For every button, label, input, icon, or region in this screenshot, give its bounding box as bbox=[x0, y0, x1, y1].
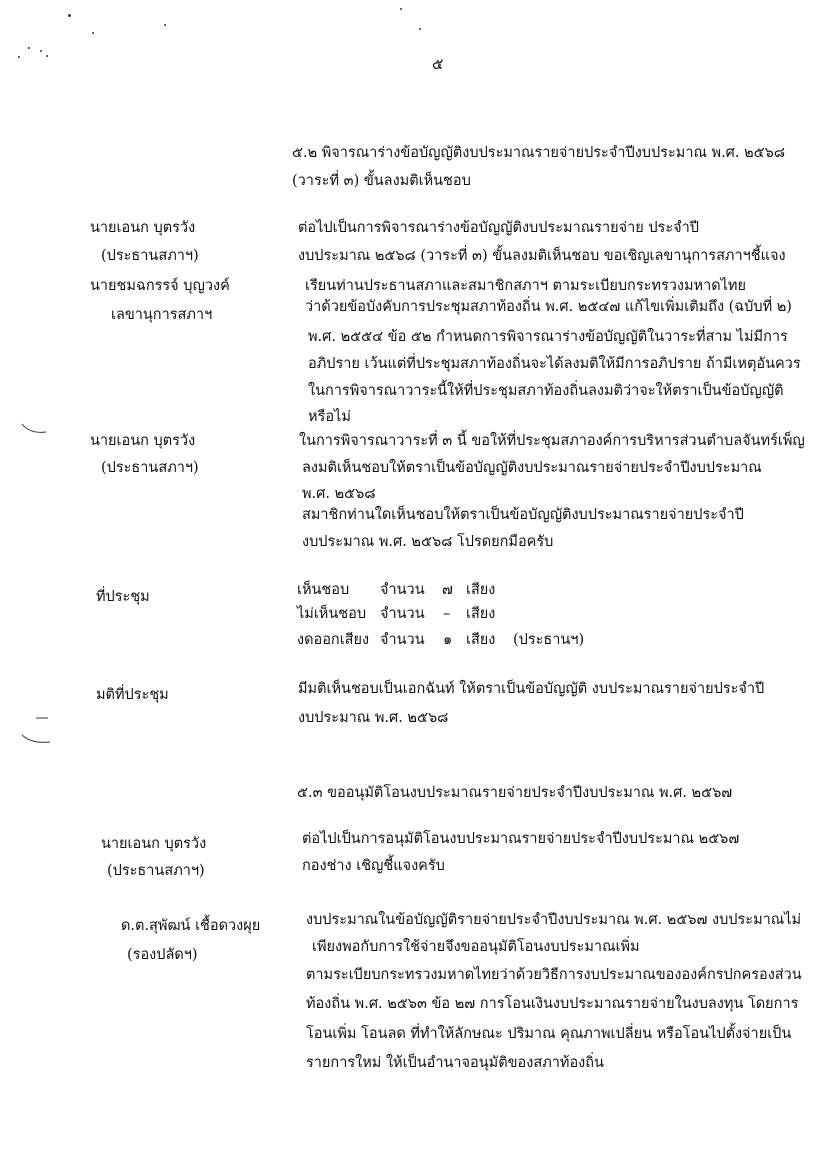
scan-speck bbox=[68, 14, 71, 17]
scan-speck bbox=[400, 8, 402, 10]
speaker-role: (ประธานสภาฯ) bbox=[101, 248, 199, 264]
statement-line: ในการพิจารณาวาระนี้ให้ที่ประชุมสภาท้องถิ่นลงมติว่าจะให้ตราเป็นข้อบัญญัติ bbox=[308, 383, 784, 399]
scan-speck bbox=[164, 24, 166, 26]
statement-line: ท้องถิ่น พ.ศ. ๒๕๖๓ ข้อ ๒๗ การโอนเงินงบประมาณรายจ่ายในงบลงทุน โดยการ bbox=[306, 996, 799, 1012]
vote-note: (ประธานฯ) bbox=[513, 632, 585, 648]
speaker-name: นายเอนก บุตรวัง bbox=[101, 836, 207, 852]
speaker-name: นายเอนก บุตรวัง bbox=[90, 433, 196, 449]
vote-amount-label: จำนวน bbox=[380, 632, 425, 648]
section-53-title: ๕.๓ ขออนุมัติโอนงบประมาณรายจ่ายประจำปีงบประมาณ พ.ศ. ๒๕๖๗ bbox=[297, 785, 733, 801]
vote-count: ๗ bbox=[442, 582, 453, 598]
scan-mark bbox=[34, 714, 50, 722]
page-number: ๕ bbox=[432, 55, 444, 73]
speaker-role: (ประธานสภาฯ) bbox=[101, 460, 199, 476]
statement-line: สมาชิกท่านใดเห็นชอบให้ตราเป็นข้อบัญญัติงบประมาณรายจ่ายประจำปี bbox=[302, 507, 744, 523]
speaker-role: (รองปลัดฯ) bbox=[127, 947, 198, 963]
vote-amount-label: จำนวน bbox=[380, 606, 425, 622]
section-52-title: ๕.๒ พิจารณาร่างข้อบัญญัติงบประมาณรายจ่ายประจำปีงบประมาณ พ.ศ. ๒๕๖๘ bbox=[292, 145, 786, 161]
statement-line: งบประมาณในข้อบัญญัติรายจ่ายประจำปีงบประมาณ พ.ศ. ๒๕๖๗ งบประมาณไม่ bbox=[306, 912, 802, 928]
speaker-name: นายเอนก บุตรวัง bbox=[90, 220, 196, 236]
scan-speck bbox=[28, 47, 30, 49]
statement-line: พ.ศ. ๒๕๕๔ ข้อ ๕๒ กำหนดการพิจารณาร่างข้อบัญญัติในวาระที่สาม ไม่มีการ bbox=[308, 329, 788, 345]
resolution-line: งบประมาณ พ.ศ. ๒๕๖๘ bbox=[298, 710, 449, 726]
vote-unit: เสียง bbox=[466, 582, 496, 598]
statement-line: เพียงพอกับการใช้จ่ายจึงขออนุมัติโอนงบประมาณเพิ่ม bbox=[312, 939, 640, 955]
statement-line: ต่อไปเป็นการอนุมัติโอนงบประมาณรายจ่ายประจำปีงบประมาณ ๒๕๖๗ bbox=[302, 831, 740, 847]
statement-line: โอนเพิ่ม โอนลด ที่ทำให้ลักษณะ ปริมาณ คุณภาพเปลี่ยน หรือโอนไปตั้งจ่ายเป็น bbox=[306, 1026, 792, 1042]
vote-option: งดออกเสียง bbox=[297, 632, 370, 648]
statement-line: พ.ศ. ๒๕๖๘ bbox=[302, 486, 376, 502]
vote-count: – bbox=[443, 606, 451, 622]
statement-line: ตามระเบียบกระทรวงมหาดไทยว่าด้วยวิธีการงบประมาณขององค์กรปกครองส่วน bbox=[306, 967, 802, 983]
statement-line: ลงมติเห็นชอบให้ตราเป็นข้อบัญญัติงบประมาณรายจ่ายประจำปีงบประมาณ bbox=[302, 460, 762, 476]
scan-mark bbox=[20, 420, 48, 438]
resolution-line: มีมติเห็นชอบเป็นเอกฉันท์ ให้ตราเป็นข้อบัญญัติ งบประมาณรายจ่ายประจำปี bbox=[298, 681, 765, 697]
scan-mark bbox=[20, 732, 52, 748]
vote-option: เห็นชอบ bbox=[297, 582, 350, 598]
statement-line: เรียนท่านประธานสภาและสมาชิกสภาฯ ตามระเบียบกระทรวงมหาดไทย bbox=[305, 278, 746, 294]
vote-count: ๑ bbox=[443, 632, 453, 648]
statement-line: งบประมาณ พ.ศ. ๒๕๖๘ โปรดยกมือครับ bbox=[302, 534, 554, 550]
section-52-subtitle: (วาระที่ ๓) ขั้นลงมติเห็นชอบ bbox=[292, 173, 471, 189]
vote-unit: เสียง bbox=[466, 606, 496, 622]
speaker-role: เลขานุการสภาฯ bbox=[111, 307, 213, 323]
vote-unit: เสียง bbox=[466, 632, 496, 648]
speaker-role: (ประธานสภาฯ) bbox=[107, 863, 205, 879]
scan-speck bbox=[46, 55, 48, 57]
statement-line: งบประมาณ ๒๕๖๘ (วาระที่ ๓) ขั้นลงมติเห็นชอบ ขอเชิญเลขานุการสภาฯชี้แจง bbox=[298, 248, 786, 264]
statement-line: กองช่าง เชิญชี้แจงครับ bbox=[302, 858, 445, 874]
speaker-name: ด.ต.สุพัฒน์ เชื้อดวงผุย bbox=[121, 918, 261, 934]
statement-line: อภิปราย เว้นแต่ที่ประชุมสภาท้องถิ่นจะได้ลงมติให้มีการอภิปราย ถ้ามีเหตุอันควร bbox=[308, 356, 801, 372]
vote-amount-label: จำนวน bbox=[380, 582, 425, 598]
statement-line: ต่อไปเป็นการพิจารณาร่างข้อบัญญัติงบประมาณรายจ่าย ประจำปี bbox=[298, 220, 699, 236]
speaker-name: นายชมฉกรรจ์ บุญวงค์ bbox=[90, 278, 230, 294]
statement-line: หรือไม่ bbox=[308, 409, 351, 425]
scan-speck bbox=[40, 50, 42, 52]
resolution-label: มติที่ประชุม bbox=[96, 687, 169, 703]
statement-line: ว่าด้วยข้อบังคับการประชุมสภาท้องถิ่น พ.ศ. ๒๕๔๗ แก้ไขเพิ่มเติมถึง (ฉบับที่ ๒) bbox=[305, 299, 792, 315]
statement-line: รายการใหม่ ให้เป็นอำนาจอนุมัติของสภาท้องถิ่น bbox=[306, 1055, 604, 1071]
scan-speck bbox=[92, 32, 94, 34]
statement-line: ในการพิจารณาวาระที่ ๓ นี้ ขอให้ที่ประชุมสภาองค์การบริหารส่วนตำบลจันทร์เพ็ญ bbox=[299, 433, 805, 449]
scan-speck bbox=[419, 28, 421, 30]
scan-speck bbox=[18, 56, 20, 58]
vote-label: ที่ประชุม bbox=[96, 589, 150, 605]
vote-option: ไม่เห็นชอบ bbox=[297, 606, 367, 622]
